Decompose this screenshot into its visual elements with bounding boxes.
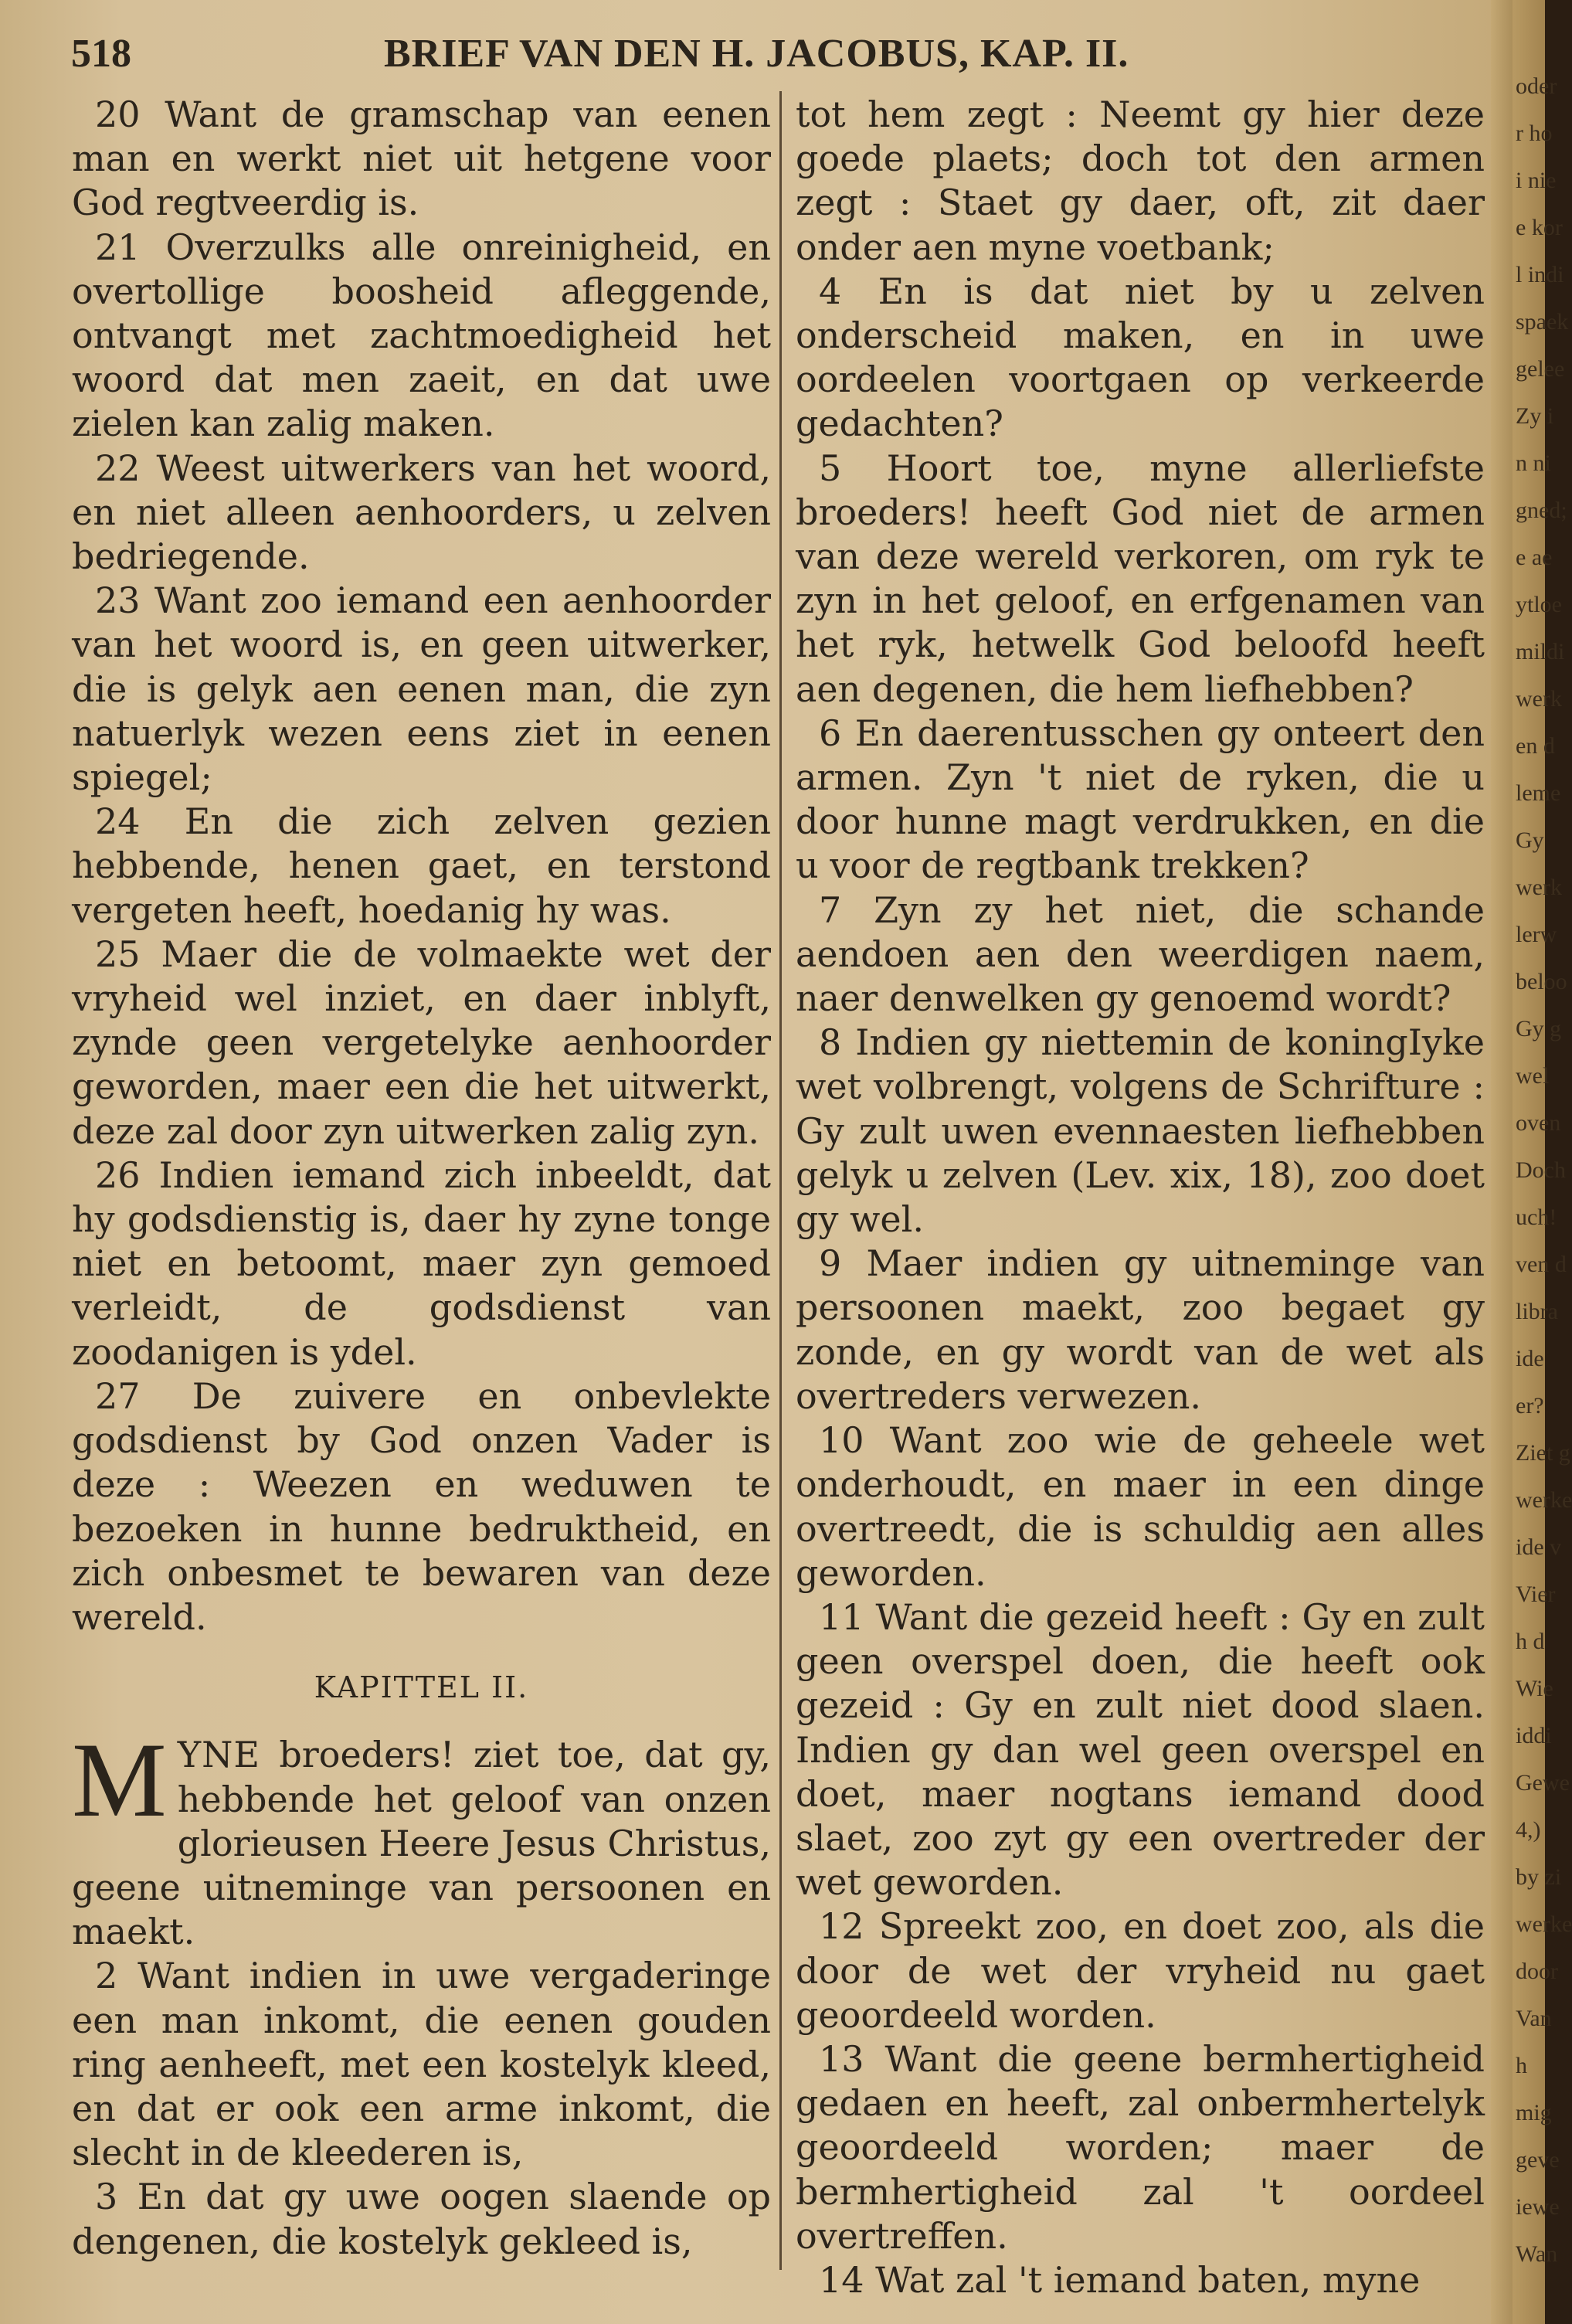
verse: 12 Spreekt zoo, en doet zoo, als die door de wet der vryheid nu gaet geoordeeld worden. [796,1905,1485,2036]
verse: 20 Want de gramschap van eenen man en werkt niet uit hetgene voor God regtveerdig is. [72,93,771,224]
adjacent-page-text-fragment: oder [1516,73,1557,99]
adjacent-page-text-fragment: libra [1516,1299,1558,1324]
adjacent-page-text-fragment: Doch [1516,1157,1566,1183]
adjacent-page-text-fragment: werke [1516,1911,1572,1937]
adjacent-page-text-fragment: oven [1516,1110,1561,1136]
verse: 5 Hoort toe, myne allerliefste broeders! heeft God niet de armen van deze wereld verkoren, om ryk te zyn in het geloof, en erfgenamen van het ryk, hetwelk God beloofd heeft aen degenen, die hem liefhebben? [796,447,1485,710]
verse: 4 En is dat niet by u zelven onderscheid maken, en in uwe oordeelen voortgaen op verkeerde gedachten? [796,270,1485,445]
adjacent-page-text-fragment: Wie [1516,1676,1553,1701]
adjacent-page-text-fragment: ide v [1516,1534,1562,1560]
adjacent-page-text-fragment: mildi [1516,639,1565,664]
verse: 8 Indien gy niettemin de koningIyke wet volbrengt, volgens de Schrifture : Gy zult uwen evennaesten liefhebben gelyk u zelven (Lev. xix, 18), zoo doet gy wel. [796,1021,1485,1241]
adjacent-page-text-fragment: leme [1516,780,1561,806]
adjacent-page-text-fragment: Gewe [1516,1770,1570,1796]
adjacent-page-text-fragment: Zy i [1516,403,1554,429]
adjacent-page-text-fragment: Vier [1516,1582,1556,1607]
chapter-heading: KAPITTEL II. [314,1670,529,1705]
adjacent-page-text-fragment: beloo [1516,969,1567,994]
adjacent-page-text-fragment: Van [1516,2006,1552,2031]
adjacent-page-text-fragment: geve [1516,2147,1560,2173]
verse: 27 De zuivere en onbevlekte godsdienst by God onzen Vader is deze : Weezen en weduwen te bezoeken in hunne bedruktheid, en zich onbesmet te bewaren van deze wereld. [72,1374,771,1638]
verse: 6 En daerentusschen gy onteert den armen. Zyn 't niet de ryken, die u door hunne magt verdrukken, en die u voor de regtbank trekken? [796,712,1485,887]
verse: 9 Maer indien gy uitneminge van persoonen maekt, zoo begaet gy zonde, en gy wordt van de wet als overtreders verwezen. [796,1242,1485,1417]
adjacent-page-text-fragment: Gy [1516,827,1544,853]
adjacent-page-text-fragment: by zi [1516,1864,1562,1890]
verse: 10 Want zoo wie de geheele wet onderhoudt, en maer in een dinge overtreedt, die is schuldig aen alles geworden. [796,1419,1485,1594]
adjacent-page-text-fragment: spaek [1516,309,1569,335]
adjacent-page-text-fragment: Wan [1516,2241,1558,2267]
opening-text: broeders! ziet toe, dat gy, hebbende het geloof van onzen glorieusen Heere Jesus Christus, geene uitneminge van persoonen en maekt. [72,1734,771,1953]
adjacent-page-text-fragment: l indi [1516,262,1564,287]
page-header [71,31,1492,85]
adjacent-page-text-fragment: h d [1516,1629,1545,1654]
running-title: BRIEF VAN DEN H. JACOBUS, KAP. II. [384,32,1129,76]
verse: 21 Overzulks alle onreinigheid, en overtollige boosheid afleggende, ontvangt met zachtmoedigheid het woord dat men zaeit, en dat uwe zielen kan zalig maken. [72,226,771,445]
right-column [796,93,1485,2302]
adjacent-page-text-fragment: ytloe [1516,592,1562,617]
adjacent-page-text-fragment: door [1516,1959,1558,1984]
verse: 26 Indien iemand zich inbeeldt, dat hy godsdienstig is, daer hy zyne tonge niet en betoomt, maer zyn gemoed verleidt, de godsdienst van zoodanigen is ydel. [72,1154,771,1373]
verse: 14 Wat zal 't iemand baten, myne [819,2258,1421,2301]
verse-continuation: tot hem zegt : Neemt gy hier deze goede plaets; doch tot den armen zegt : Staet gy daer, oft, zit daer onder aen myne voetbank; [796,93,1485,268]
page-number: 518 [71,32,131,76]
adjacent-page-text-fragment: gelee [1516,356,1565,382]
verse: 22 Weest uitwerkers van het woord, en niet alleen aenhoorders, u zelven bedriegende. [72,447,771,578]
adjacent-page-text-fragment: werk [1516,875,1562,900]
adjacent-page-text-fragment: er? [1516,1393,1544,1419]
adjacent-page-text-fragment: 4,) [1516,1817,1541,1843]
adjacent-page-text-fragment: ven d [1516,1252,1567,1277]
drop-cap: M [72,1721,167,1840]
adjacent-page-text-fragment: en d [1516,733,1555,759]
adjacent-page-text-fragment: h [1516,2053,1527,2078]
adjacent-page-text-fragment: werk [1516,686,1562,712]
verse: 7 Zyn zy het niet, die schande aendoen aen den weerdigen naem, naer denwelken gy genoemd wordt? [796,888,1485,1020]
chapter-opening-verse [72,1721,771,1954]
adjacent-page-text-fragment: i nie [1516,168,1557,193]
adjacent-page-text-fragment: werke [1516,1487,1572,1513]
adjacent-page-text-fragment: e ae [1516,545,1553,570]
adjacent-page-text-fragment: e kor [1516,215,1563,240]
left-column [72,93,771,2264]
adjacent-page-text-fragment: gned; [1516,498,1567,523]
adjacent-page-text-fragment: Gy g [1516,1016,1562,1041]
adjacent-page-text-fragment: lerw [1516,922,1557,947]
verse: 24 En die zich zelven gezien hebbende, henen gaet, en terstond vergeten heeft, hoedanig hy was. [72,800,771,931]
verse: 23 Want zoo iemand een aenhoorder van het woord is, en geen uitwerker, die is gelyk aen eenen man, die zyn natuerlyk wezen eens ziet in eenen spiegel; [72,579,771,799]
verse: 3 En dat gy uwe oogen slaende op dengenen, die kostelyk gekleed is, [72,2176,771,2262]
verse: 13 Want die geene bermhertigheid gedaen en heeft, zal onbermhertelyk geoordeeld worden; maer de bermhertigheid zal 't oordeel overtreffen. [796,2037,1485,2257]
adjacent-page-text-fragment: mig [1516,2100,1552,2125]
column-divider [779,91,782,2270]
verse: 11 Want die gezeid heeft : Gy en zult geen overspel doen, die heeft ook gezeid : Gy en zult niet dood slaen. Indien gy dan wel geen overspel en doet, maer nogtans iemand dood slaet, zoo zyt gy een overtreder der wet geworden. [796,1595,1485,1904]
verse: 2 Want indien in uwe vergaderinge een man inkomt, die eenen gouden ring aenheeft, met een kostelyk kleed, en dat er ook een arme inkomt, die slecht in de kleederen is, [72,1955,771,2174]
adjacent-page-text-fragment: iddi [1516,1723,1552,1748]
adjacent-page-text-fragment: n ni [1516,450,1551,476]
adjacent-page-text-fragment: Ziet g [1516,1440,1570,1466]
adjacent-page-text-fragment: uch! [1516,1204,1557,1230]
verse: 25 Maer die de volmaekte wet der vryheid wel inziet, en daer inblyft, zynde geen vergetelyke aenhoorder geworden, maer een die het uitwerkt, deze zal door zyn uitwerken zalig zyn. [72,933,771,1152]
adjacent-page-text-fragment: ide [1516,1346,1544,1371]
adjacent-page-text-fragment: iewe [1516,2194,1560,2220]
adjacent-page-edge [1513,0,1572,2324]
opening-first-word: YNE [177,1734,260,1776]
adjacent-page-text-fragment: r ho [1516,121,1553,146]
adjacent-page-text-fragment: wel [1516,1063,1550,1089]
